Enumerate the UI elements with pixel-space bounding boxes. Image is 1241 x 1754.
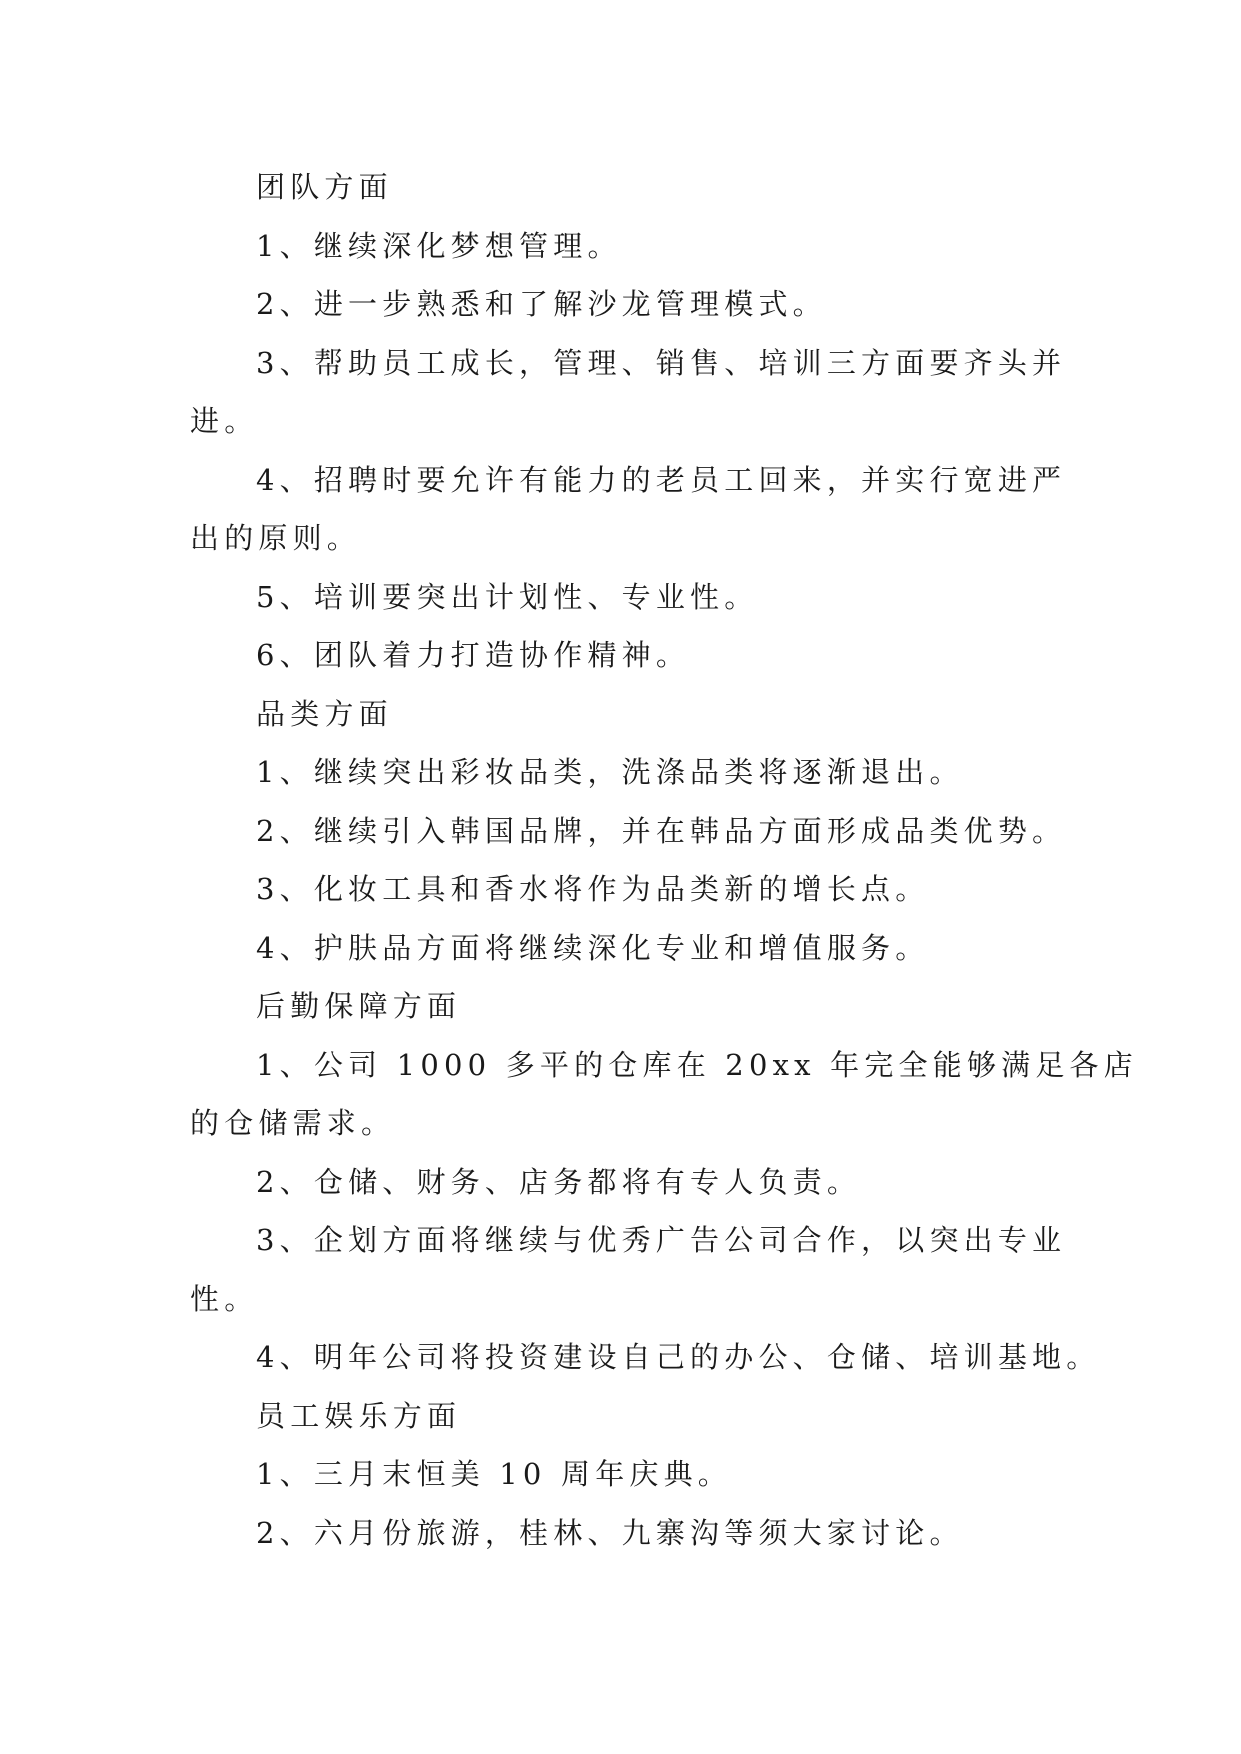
paragraph-line: 1、继续深化梦想管理。 — [256, 228, 622, 263]
section-heading-recreation: 员工娱乐方面 — [256, 1398, 462, 1433]
paragraph-line-continued: 出的原则。 — [190, 521, 362, 555]
paragraph-line-continued: 性。 — [190, 1281, 259, 1316]
section-heading-logistics: 后勤保障方面 — [256, 989, 462, 1023]
paragraph-line: 2、进一步熟悉和了解沙龙管理模式。 — [256, 287, 827, 321]
paragraph-line: 1、公司 1000 多平的仓库在 20xx 年完全能够满足各店 — [256, 1047, 1138, 1082]
paragraph-line: 4、招聘时要允许有能力的老员工回来，并实行宽进严 — [256, 462, 1067, 497]
paragraph-line: 3、企划方面将继续与优秀广告公司合作，以突出专业 — [256, 1223, 1067, 1257]
document-body — [190, 158, 1138, 1562]
paragraph-line: 5、培训要突出计划性、专业性。 — [256, 579, 759, 614]
paragraph-line: 4、明年公司将投资建设自己的办公、仓储、培训基地。 — [256, 1340, 1101, 1374]
paragraph-line: 2、仓储、财务、店务都将有专人负责。 — [256, 1164, 862, 1199]
paragraph-line-continued: 的仓储需求。 — [190, 1106, 396, 1140]
paragraph-line: 1、继续突出彩妆品类，洗涤品类将逐渐退出。 — [256, 755, 964, 789]
paragraph-line: 2、继续引入韩国品牌，并在韩品方面形成品类优势。 — [256, 813, 1067, 848]
paragraph-line-continued: 进。 — [190, 404, 259, 438]
paragraph-line: 3、帮助员工成长，管理、销售、培训三方面要齐头并 — [256, 345, 1067, 380]
paragraph-line: 2、六月份旅游，桂林、九寨沟等须大家讨论。 — [256, 1515, 964, 1550]
paragraph-line: 4、护肤品方面将继续深化专业和增值服务。 — [256, 930, 930, 965]
paragraph-line: 6、团队着力打造协作精神。 — [256, 638, 691, 672]
paragraph-line: 3、化妆工具和香水将作为品类新的增长点。 — [256, 872, 930, 906]
section-heading-team: 团队方面 — [256, 170, 393, 204]
paragraph-line: 1、三月末恒美 10 周年庆典。 — [256, 1457, 732, 1491]
section-heading-category: 品类方面 — [256, 696, 393, 731]
